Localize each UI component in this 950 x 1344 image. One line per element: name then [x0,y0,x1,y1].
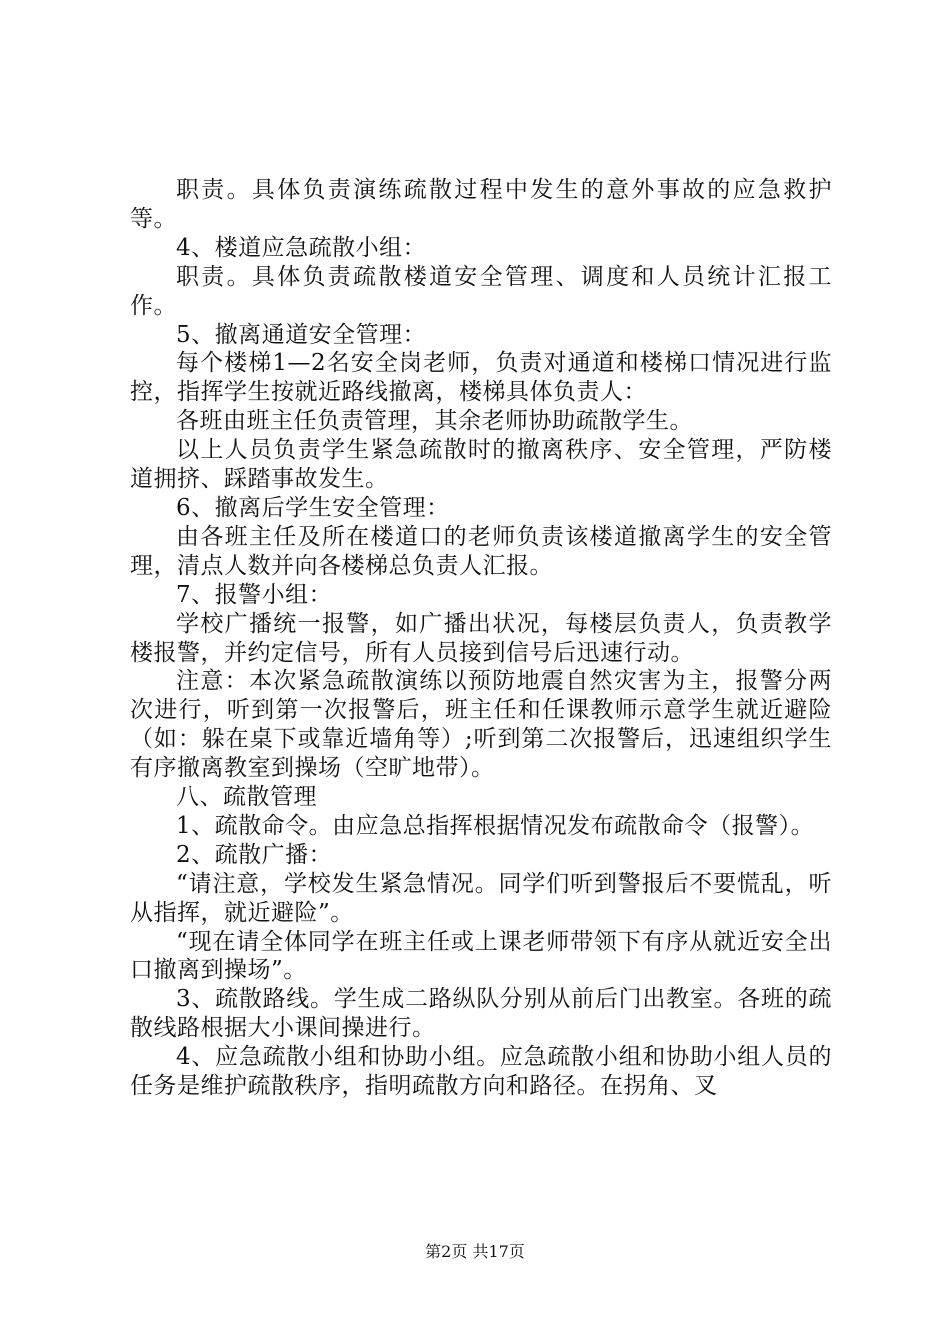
section-heading: 5、撤离通道安全管理： [176,321,427,348]
page-number-footer: 第2页 共17页 [425,1242,525,1261]
section-heading: 6、撤离后学生安全管理： [176,494,450,521]
paragraph: 职责。具体负责演练疏散过程中发生的意外事故的应急救护等。 [130,177,832,232]
paragraph: 注意：本次紧急疏散演练以预防地震自然灾害为主，报警分两次进行，听到第一次报警后，班主任和任课教师示意学生就近避险（如：躲在桌下或靠近墙角等）;听到第二次报警后，迅速组织学生有序撤离教室到操场（空旷地带）。 [130,668,832,782]
section-heading: 7、报警小组： [176,581,333,608]
section-heading: 4、楼道应急疏散小组： [176,234,427,261]
section-heading: 八、疏散管理 [176,784,317,811]
paragraph: “现在请全体同学在班主任或上课老师带领下有序从就近安全出口撤离到操场”。 [130,928,832,984]
document-body [130,176,832,1101]
paragraph: 3、疏散路线。学生成二路纵队分别从前后门出教室。各班的疏散线路根据大小课间操进行。 [130,986,832,1042]
paragraph: 职责。具体负责疏散楼道安全管理、调度和人员统计汇报工作。 [130,263,832,319]
paragraph: 各班由班主任负责管理，其余老师协助疏散学生。 [176,408,693,435]
paragraph: 学校广播统一报警，如广播出状况，每楼层负责人，负责教学楼报警，并约定信号，所有人员接到信号后迅速行动。 [130,610,832,666]
paragraph: 每个楼梯1—2名安全岗老师，负责对通道和楼梯口情况进行监控，指挥学生按就近路线撤离，楼梯具体负责人： [130,350,832,406]
paragraph: 以上人员负责学生紧急疏散时的撤离秩序、安全管理，严防楼道拥挤、踩踏事故发生。 [130,437,832,493]
section-heading: 2、疏散广播： [176,841,333,868]
paragraph: 4、应急疏散小组和协助小组。应急疏散小组和协助小组人员的任务是维护疏散秩序，指明疏散方向和路径。在拐角、叉 [130,1044,832,1100]
paragraph: 1、疏散命令。由应急总指挥根据情况发布疏散命令（报警）。 [176,812,815,839]
paragraph: “请注意，学校发生紧急情况。同学们听到警报后不要慌乱，听从指挥，就近避险”。 [130,870,832,926]
paragraph: 由各班主任及所在楼道口的老师负责该楼道撤离学生的安全管理，清点人数并向各楼梯总负责人汇报。 [130,523,832,579]
